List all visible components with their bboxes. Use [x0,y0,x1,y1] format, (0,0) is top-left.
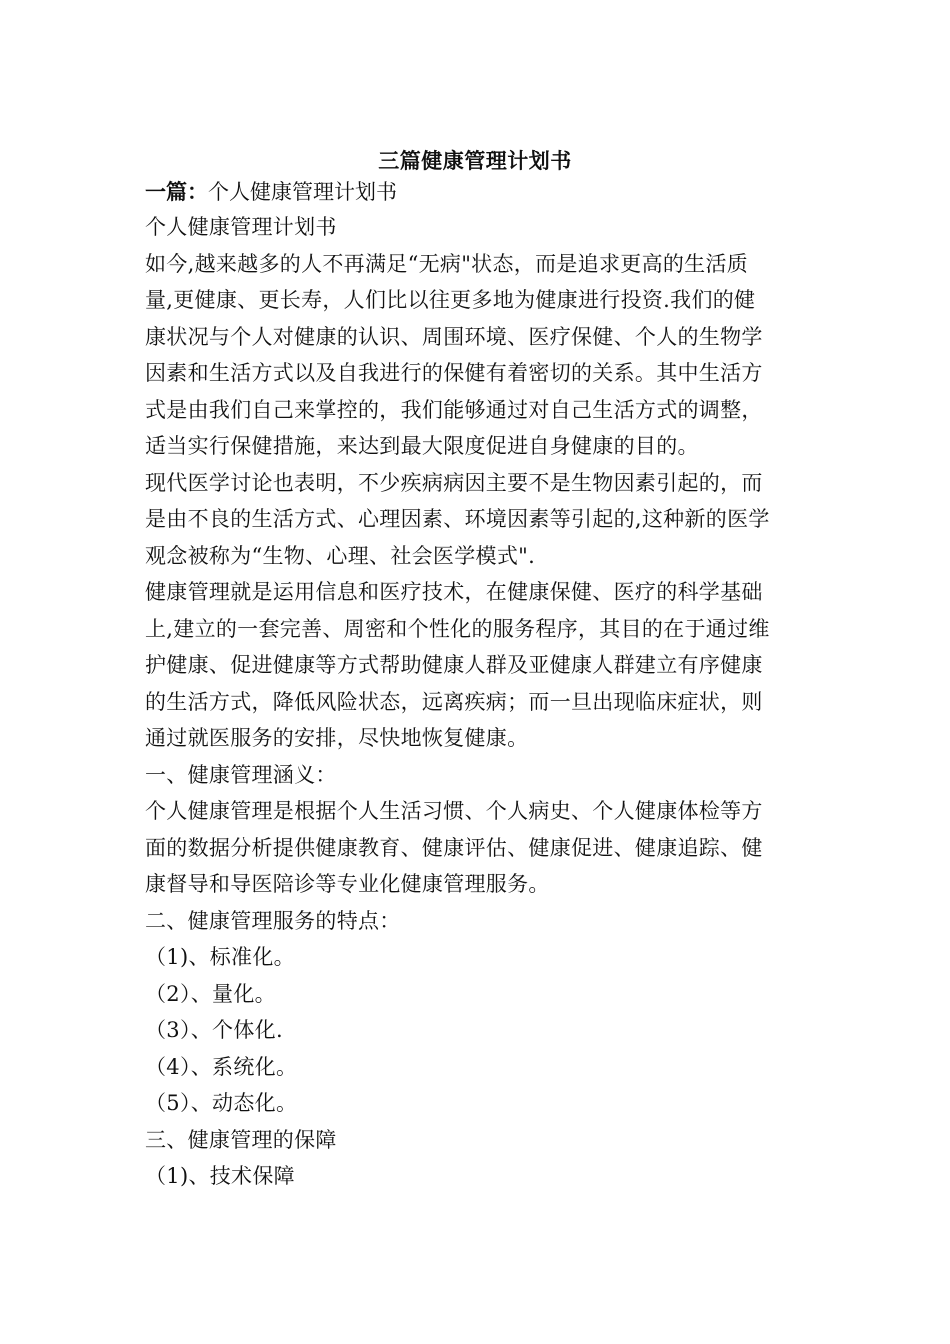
text-line: 上,建立的一套完善、周密和个性化的服务程序，其目的在于通过维 [145,616,770,641]
document-title: 三篇健康管理计划书 [378,148,572,173]
section-title: 个人健康管理计划书 [208,180,397,204]
text-line: （1)、技术保障 [145,1164,295,1188]
text-line: （3）、个体化. [145,1018,283,1042]
text-line: 适当实行保健措施，来达到最大限度促进自身健康的目的。 [145,434,699,458]
document-body [145,209,805,1195]
text-line: 如今,越来越多的人不再满足“无病"状态，而是追求更高的生活质 [145,251,749,276]
text-line: （5）、动态化。 [145,1091,298,1115]
section-heading [145,177,805,207]
text-line: （2）、量化。 [145,981,276,1006]
section-label: 一篇： [145,179,208,204]
text-line: 二、健康管理服务的特点： [145,908,401,933]
text-line: 量,更健康、更长寿，人们比以往更多地为健康进行投资.我们的健 [145,288,756,312]
text-line: 健康管理就是运用信息和医疗技术，在健康保健、医疗的科学基础 [145,580,763,604]
text-line: 康督导和导医陪诊等专业化健康管理服务。 [145,872,550,896]
text-line: 三、健康管理的保障 [145,1127,337,1152]
text-line: 个人健康管理计划书 [145,215,337,239]
text-line: 护健康、促进健康等方式帮助健康人群及亚健康人群建立有序健康 [145,653,763,677]
document-page [145,145,805,1195]
text-line: 的生活方式，降低风险状态，远离疾病；而一旦出现临床症状，则 [145,689,763,714]
text-line: 观念被称为“生物、心理、社会医学模式". [145,543,536,568]
text-line: （1)、标准化。 [145,945,295,969]
text-line: 式是由我们自己来掌控的，我们能够通过对自己生活方式的调整， [145,397,763,422]
text-line: （4）、系统化。 [145,1054,298,1079]
text-line: 一、健康管理涵义： [145,762,337,787]
text-line: 是由不良的生活方式、心理因素、环境因素等引起的,这种新的医学 [145,507,770,531]
text-line: 通过就医服务的安排，尽快地恢复健康。 [145,726,529,750]
text-line: 康状况与个人对健康的认识、周围环境、医疗保健、个人的生物学 [145,324,763,349]
text-line: 面的数据分析提供健康教育、健康评估、健康促进、健康追踪、健 [145,835,763,860]
text-line: 因素和生活方式以及自我进行的保健有着密切的关系。其中生活方 [145,361,763,385]
text-line: 个人健康管理是根据个人生活习惯、个人病史、个人健康体检等方 [145,799,763,823]
text-line: 现代医学讨论也表明，不少疾病病因主要不是生物因素引起的，而 [145,470,763,495]
